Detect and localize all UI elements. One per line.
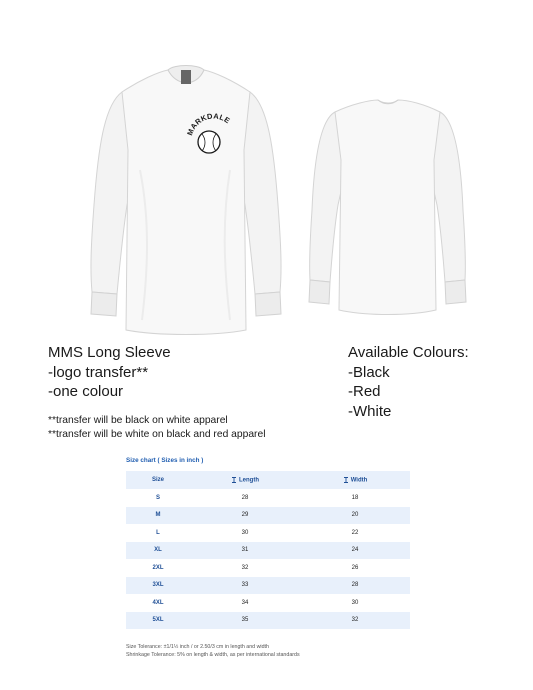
length-measure-icon [231, 477, 237, 483]
shirt-images [0, 0, 533, 340]
length-cell: 34 [241, 599, 249, 606]
header-size [126, 471, 190, 489]
product-name: MMS Long Sleeve [48, 344, 171, 361]
colour-item: -White [348, 402, 392, 420]
width-cell: 32 [300, 612, 410, 630]
note-line: **transfer will be black on white apparel [48, 415, 228, 426]
header-width-label: Width [350, 477, 368, 484]
width-cell: 30 [351, 599, 359, 606]
header-length-label: Length [239, 477, 259, 484]
size-cell: XL [126, 542, 190, 560]
product-description [48, 343, 171, 402]
table-row [126, 577, 410, 595]
size-tolerance: Size Tolerance: ±1/1½ inch / or 2.50/3 cm in length and width [126, 644, 269, 650]
header-width [300, 471, 410, 489]
length-cell: 29 [190, 507, 300, 525]
table-row [126, 559, 410, 577]
feature-line: -logo transfer** [48, 363, 149, 381]
size-cell: L [156, 529, 160, 536]
transfer-notes [48, 414, 266, 442]
length-cell: 33 [190, 577, 300, 595]
width-cell: 28 [300, 577, 410, 595]
table-header-row [126, 471, 410, 489]
table-row [126, 524, 410, 542]
colour-item: -Red [348, 383, 381, 400]
size-cell: 2XL [152, 564, 164, 571]
table-row [126, 612, 410, 630]
width-cell: 24 [300, 542, 410, 560]
width-measure-icon [343, 477, 349, 483]
length-cell: 28 [241, 494, 249, 501]
size-chart-title: Size chart ( Sizes in inch ) [126, 457, 204, 464]
table-row [126, 594, 410, 612]
width-cell: 26 [351, 564, 359, 571]
table-row [126, 507, 410, 525]
width-cell: 22 [351, 529, 359, 536]
tolerance-notes [126, 644, 300, 660]
logo-text: MARKDALE [185, 111, 232, 137]
back-shirt-image [309, 100, 466, 315]
length-cell: 35 [190, 612, 300, 630]
front-shirt-image [91, 66, 281, 335]
width-cell: 20 [300, 507, 410, 525]
length-cell: 31 [190, 542, 300, 560]
size-cell: 3XL [126, 577, 190, 595]
table-row [126, 542, 410, 560]
header-length [190, 471, 300, 489]
colours-title: Available Colours: [348, 344, 469, 361]
size-cell: 5XL [126, 612, 190, 630]
length-cell: 32 [241, 564, 249, 571]
note-line: **transfer will be white on black and red apparel [48, 429, 266, 440]
size-cell: M [126, 507, 190, 525]
size-cell: 4XL [152, 599, 164, 606]
available-colours [348, 343, 469, 421]
size-cell: S [155, 494, 160, 501]
length-cell: 30 [241, 529, 249, 536]
feature-line: -one colour [48, 383, 124, 400]
table-row [126, 489, 410, 507]
colour-item: -Black [348, 363, 390, 381]
size-chart-table [126, 471, 410, 629]
width-cell: 18 [351, 494, 359, 501]
header-size-label: Size [151, 477, 164, 483]
shrinkage-tolerance: Shrinkage Tolerance: 5% on length & width, as per international standards [126, 651, 300, 658]
